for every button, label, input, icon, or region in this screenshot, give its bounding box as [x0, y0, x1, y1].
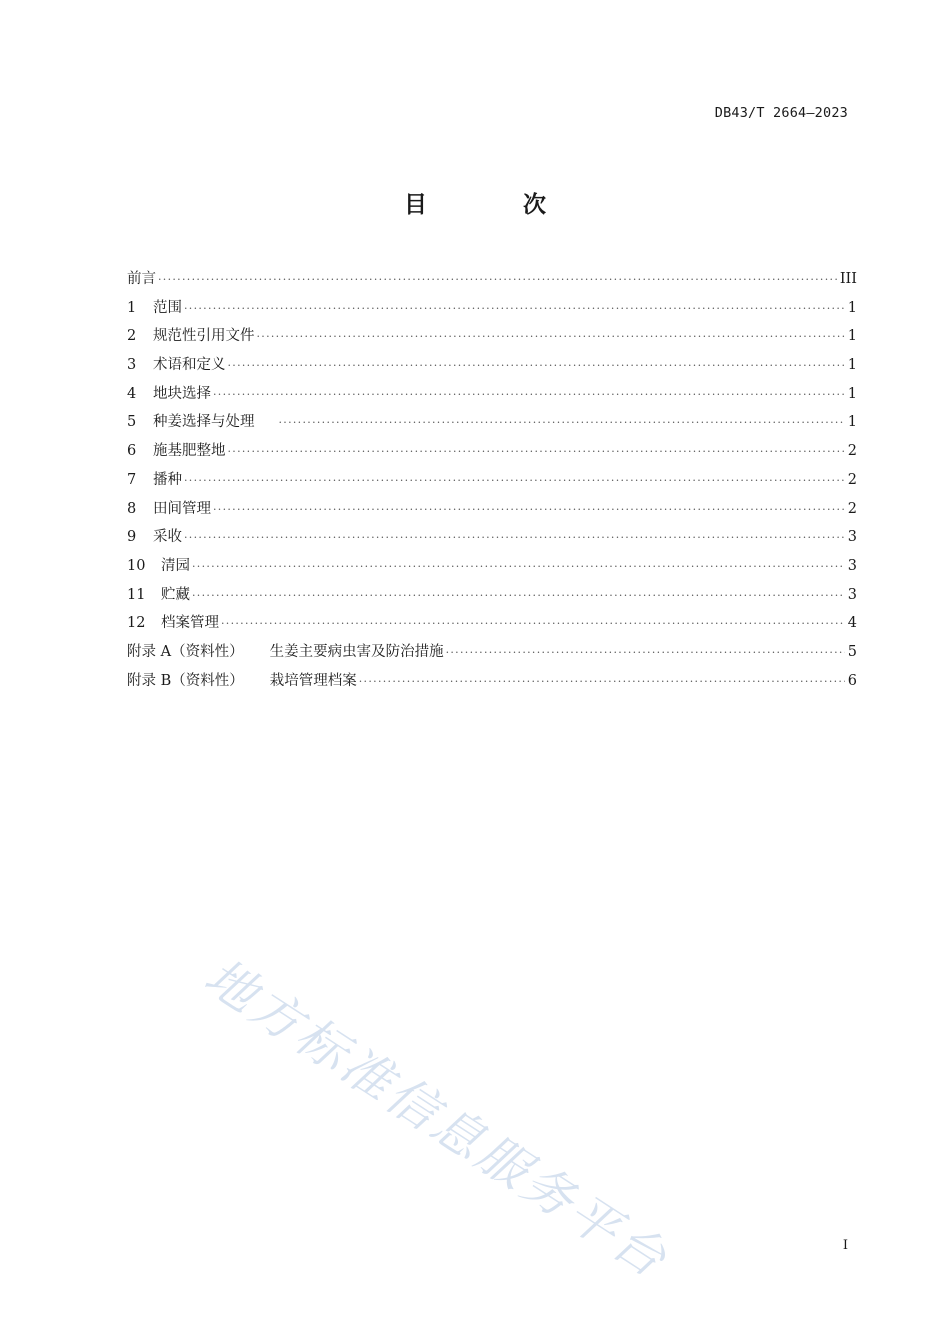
- table-of-contents: [127, 267, 857, 697]
- toc-item-number: 12: [127, 615, 146, 632]
- toc-item-page: 2: [847, 500, 857, 517]
- toc-item-label: 施基肥整地: [153, 443, 226, 460]
- toc-item-page: 3: [847, 586, 857, 603]
- toc-item-scope[interactable]: [127, 296, 857, 325]
- toc-item-number: 6: [127, 443, 137, 460]
- toc-item-number: 3: [127, 357, 137, 374]
- toc-leader-dots: [158, 273, 838, 286]
- toc-item-label: 种姜选择与处理: [153, 414, 255, 431]
- toc-item-label: 播种: [153, 471, 182, 488]
- toc-item-sowing[interactable]: [127, 468, 857, 497]
- toc-item-label: 贮藏: [161, 586, 190, 603]
- toc-item-label: 前言: [127, 271, 156, 287]
- toc-item-page: 3: [847, 557, 857, 574]
- toc-leader-dots: [213, 503, 845, 516]
- toc-leader-dots: [192, 560, 845, 573]
- toc-item-number: 11: [127, 586, 146, 603]
- toc-item-label: 规范性引用文件: [153, 328, 255, 345]
- toc-item-field-management[interactable]: [127, 497, 857, 526]
- toc-leader-dots: [184, 302, 845, 315]
- toc-item-page: 1: [847, 299, 857, 316]
- toc-item-seed-ginger[interactable]: [127, 410, 857, 439]
- toc-item-page: 1: [847, 414, 857, 431]
- toc-item-terms[interactable]: [127, 353, 857, 382]
- toc-item-page: 4: [847, 615, 857, 632]
- toc-leader-dots: [359, 675, 845, 688]
- toc-item-base-fertilizer[interactable]: [127, 439, 857, 468]
- toc-item-label: 采收: [153, 529, 182, 546]
- toc-item-number: 附录 B（资料性）: [127, 672, 244, 689]
- page-title: 目 次: [403, 192, 590, 218]
- toc-leader-dots: [184, 531, 845, 544]
- toc-item-label: 范围: [153, 299, 182, 316]
- toc-item-appendix-a[interactable]: [127, 640, 857, 669]
- toc-item-harvest[interactable]: [127, 525, 857, 554]
- standard-number: DB43/T 2664—2023: [714, 105, 848, 121]
- toc-leader-dots: [257, 330, 846, 343]
- toc-item-page: 3: [847, 529, 857, 546]
- toc-item-label: 栽培管理档案: [269, 672, 357, 689]
- toc-item-foreword[interactable]: [127, 267, 857, 296]
- toc-item-label: 地块选择: [153, 385, 211, 402]
- toc-item-number: 7: [127, 471, 137, 488]
- toc-item-number: 5: [127, 414, 137, 431]
- toc-item-field-cleaning[interactable]: [127, 554, 857, 583]
- toc-item-page: 6: [847, 672, 857, 689]
- toc-leader-dots: [279, 416, 846, 429]
- toc-item-storage[interactable]: [127, 583, 857, 612]
- toc-item-number: 附录 A（资料性）: [127, 643, 244, 660]
- toc-item-number: 9: [127, 529, 137, 546]
- toc-item-page: 2: [847, 443, 857, 460]
- toc-leader-dots: [221, 617, 845, 630]
- toc-item-number: 1: [127, 299, 137, 316]
- toc-item-page: 5: [847, 643, 857, 660]
- toc-leader-dots: [228, 445, 846, 458]
- page-number: I: [842, 1238, 848, 1253]
- toc-item-label: 生姜主要病虫害及防治措施: [269, 643, 444, 660]
- toc-item-page: 1: [847, 385, 857, 402]
- toc-item-page: 1: [847, 357, 857, 374]
- toc-item-number: 4: [127, 385, 137, 402]
- toc-item-number: 2: [127, 328, 137, 345]
- toc-leader-dots: [184, 474, 845, 487]
- watermark: 地方标准信息服务平台: [194, 947, 679, 1290]
- toc-item-page: 1: [847, 328, 857, 345]
- toc-leader-dots: [446, 646, 845, 659]
- toc-item-label: 术语和定义: [153, 357, 226, 374]
- toc-item-page: III: [839, 271, 857, 287]
- toc-item-label: 档案管理: [161, 615, 219, 632]
- toc-item-plot-selection[interactable]: [127, 382, 857, 411]
- toc-leader-dots: [192, 589, 845, 602]
- toc-leader-dots: [213, 388, 845, 401]
- toc-leader-dots: [228, 359, 846, 372]
- toc-item-page: 2: [847, 471, 857, 488]
- toc-item-records[interactable]: [127, 611, 857, 640]
- toc-item-label: 田间管理: [153, 500, 211, 517]
- toc-item-number: 8: [127, 500, 137, 517]
- toc-item-normative-references[interactable]: [127, 324, 857, 353]
- toc-item-number: 10: [127, 557, 146, 574]
- toc-item-appendix-b[interactable]: [127, 669, 857, 698]
- toc-item-label: 清园: [161, 557, 190, 574]
